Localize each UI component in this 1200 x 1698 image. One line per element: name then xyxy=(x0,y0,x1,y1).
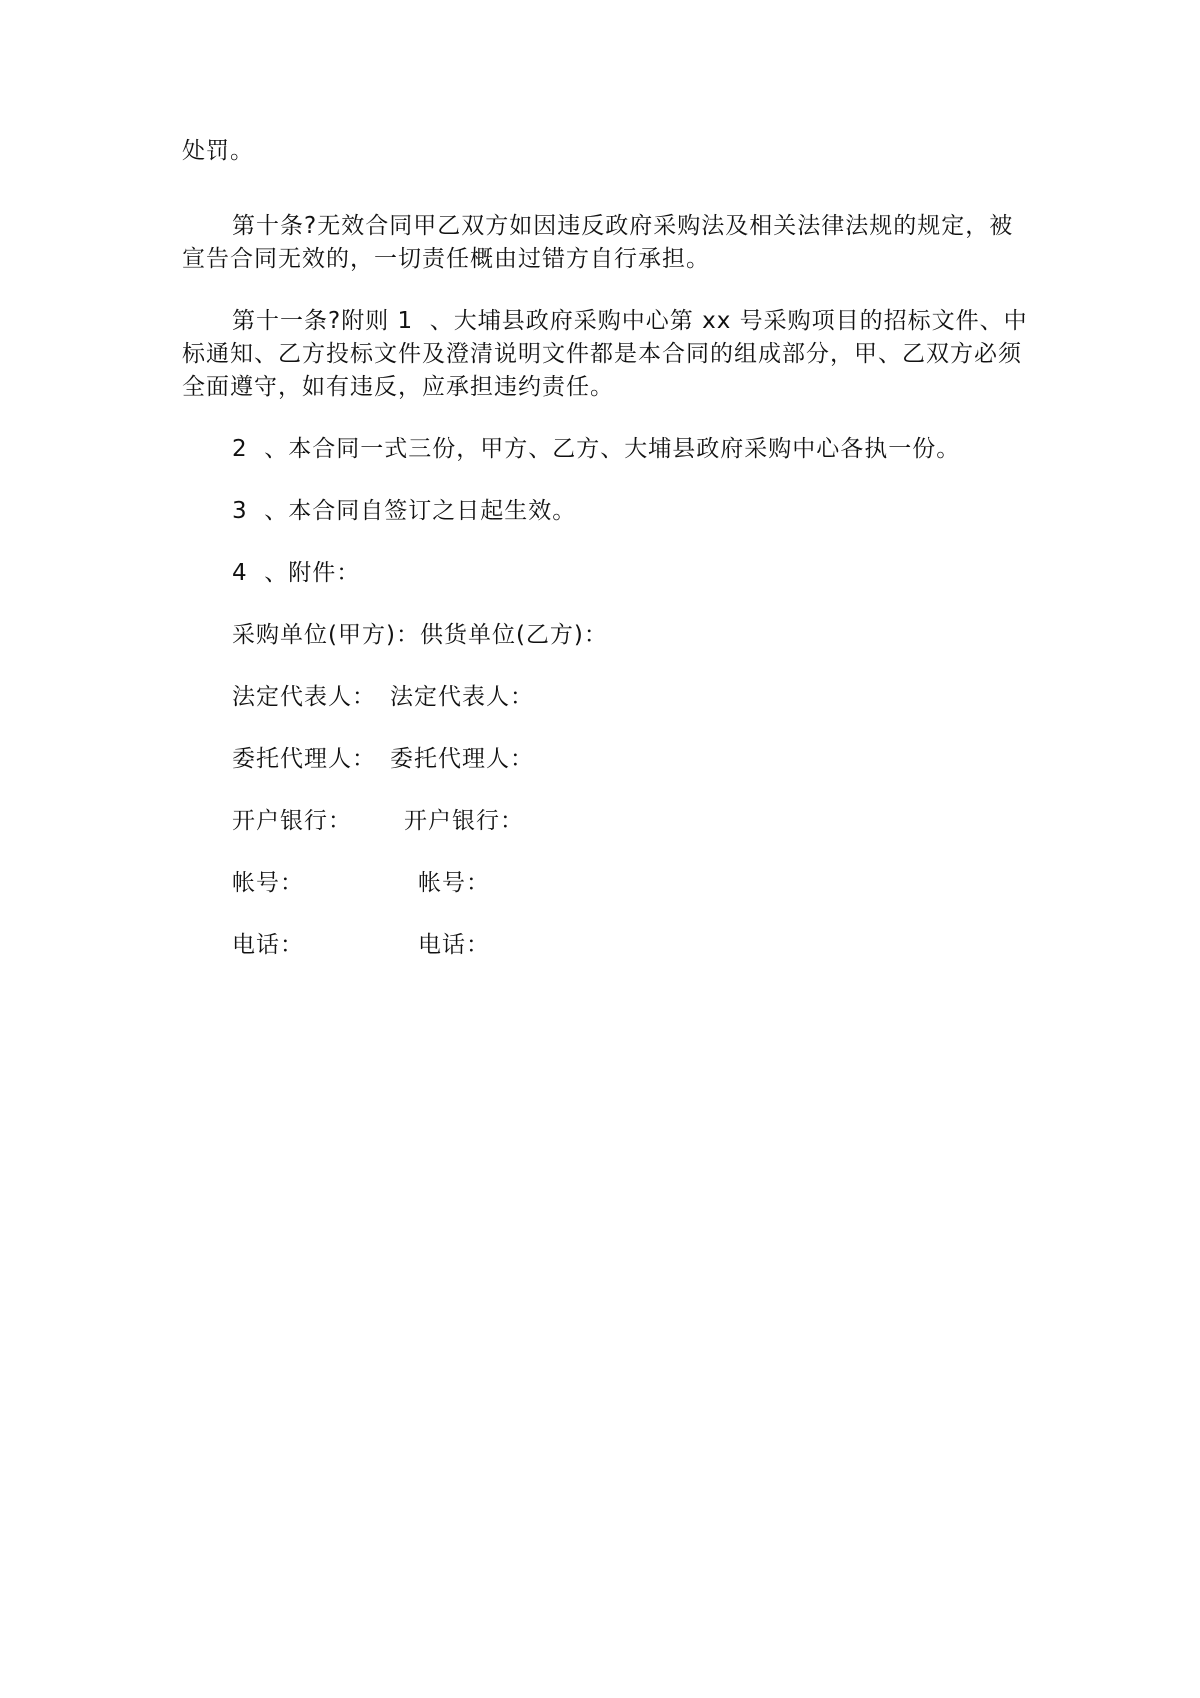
legal-rep-party-a: 法定代表人： xyxy=(232,684,376,710)
legal-rep-party-b: 法定代表人： xyxy=(390,684,534,710)
signature-units: 采购单位(甲方)：供货单位(乙方)： xyxy=(232,622,608,648)
account-party-a: 帐号： xyxy=(232,870,304,896)
article-10-line-1: 第十条?无效合同甲乙双方如因违反政府采购法及相关法律法规的规定，被 xyxy=(232,213,1014,239)
clause-2: 2 、本合同一式三份，甲方、乙方、大埔县政府采购中心各执一份。 xyxy=(232,436,961,462)
continued-text: 处罚。 xyxy=(182,138,254,164)
agent-party-a: 委托代理人： xyxy=(232,746,376,772)
phone-party-b: 电话： xyxy=(418,932,490,958)
agent-party-b: 委托代理人： xyxy=(390,746,534,772)
article-11-line-3: 全面遵守，如有违反，应承担违约责任。 xyxy=(182,374,614,400)
article-11-line-2: 标通知、乙方投标文件及澄清说明文件都是本合同的组成部分，甲、乙双方必须 xyxy=(182,341,1022,367)
article-10-line-2: 宣告合同无效的，一切责任概由过错方自行承担。 xyxy=(182,246,710,272)
bank-party-b: 开户银行： xyxy=(404,808,524,834)
phone-party-a: 电话： xyxy=(232,932,304,958)
article-11-line-1: 第十一条?附则 1 、大埔县政府采购中心第 xx 号采购项目的招标文件、中 xyxy=(232,308,1028,334)
clause-3: 3 、本合同自签订之日起生效。 xyxy=(232,498,577,524)
bank-party-a: 开户银行： xyxy=(232,808,352,834)
account-party-b: 帐号： xyxy=(418,870,490,896)
clause-4: 4 、附件： xyxy=(232,560,361,586)
